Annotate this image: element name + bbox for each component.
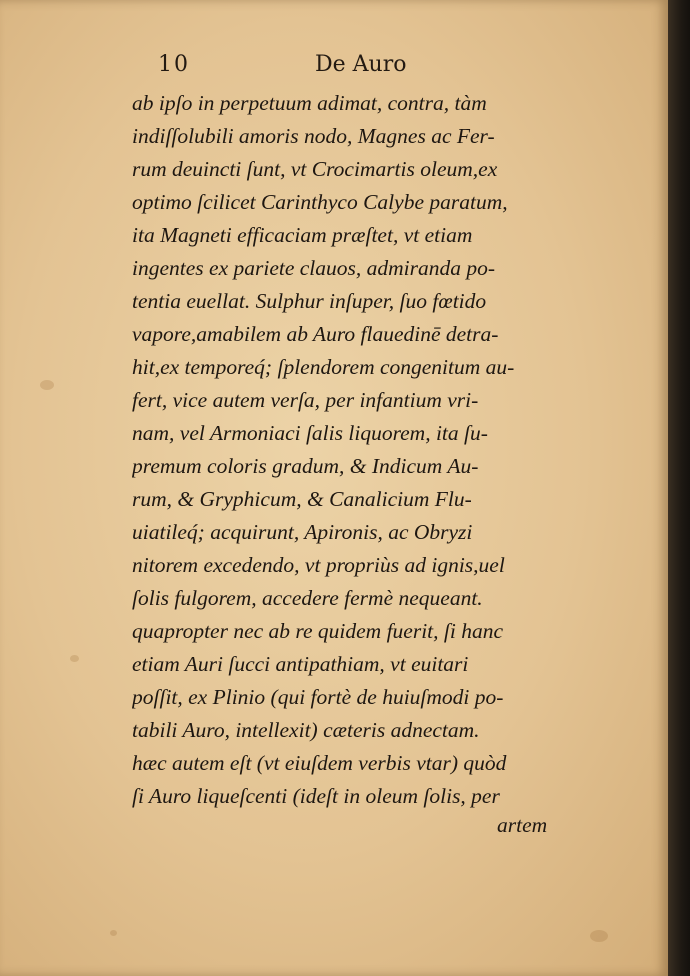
text-line: hit,ex temporeq́; ſplendorem congenitum au- (132, 355, 515, 379)
text-line: indiſſolubili amoris nodo, Magnes ac Fer- (132, 124, 495, 148)
text-line: uiatileq́; acquirunt, Apironis, ac Obryzi (132, 520, 473, 544)
text-line: premum coloris gradum, & Indicum Au- (132, 454, 479, 478)
text-line: ab ipſo in perpetuum adimat, contra, tàm (132, 91, 487, 115)
paper-stain (590, 930, 608, 942)
paper-stain (70, 655, 79, 662)
page-title: De Auro (315, 52, 407, 77)
text-line: hæc autem eſt (vt eiuſdem verbis vtar) quòd (132, 751, 507, 775)
text-line: tabili Auro, intellexit) cæteris adnectam. (132, 718, 480, 742)
text-line: ingentes ex pariete clauos, admiranda po- (132, 256, 496, 280)
text-line: ita Magneti efficaciam præſtet, vt etiam (132, 223, 473, 247)
text-line: tentia euellat. Sulphur inſuper, ſuo fœtido (132, 289, 487, 313)
text-line: ſi Auro liqueſcenti (ideſt in oleum ſolis, per (132, 784, 500, 808)
text-line: vapore,amabilem ab Auro flauedinē detra- (132, 322, 499, 346)
text-line: ſolis fulgorem, accedere fermè nequeant. (132, 586, 483, 610)
paper-stain (40, 380, 54, 390)
text-line: poſſit, ex Plinio (qui fortè de huiuſmodi po- (132, 685, 504, 709)
text-line: etiam Auri ſucci antipathiam, vt euitari (132, 652, 469, 676)
text-line: rum, & Gryphicum, & Canalicium Flu- (132, 487, 472, 511)
paper-stain (110, 930, 117, 936)
catchword: artem (497, 813, 548, 837)
text-line: nam, vel Armoniaci ſalis liquorem, ita ſu- (132, 421, 488, 445)
running-head (150, 52, 420, 82)
text-line: optimo ſcilicet Carinthyco Calybe paratum, (132, 190, 508, 214)
body-text (132, 87, 602, 813)
text-line: fert, vice autem verſa, per infantium vri- (132, 388, 479, 412)
text-line: quapropter nec ab re quidem fuerit, ſi hanc (132, 619, 504, 643)
text-line: nitorem excedendo, vt propriùs ad ignis,uel (132, 553, 505, 577)
page-number: 10 (158, 52, 190, 77)
page-edge-shadow (668, 0, 690, 976)
text-line: rum deuincti ſunt, vt Crocimartis oleum,ex (132, 157, 498, 181)
